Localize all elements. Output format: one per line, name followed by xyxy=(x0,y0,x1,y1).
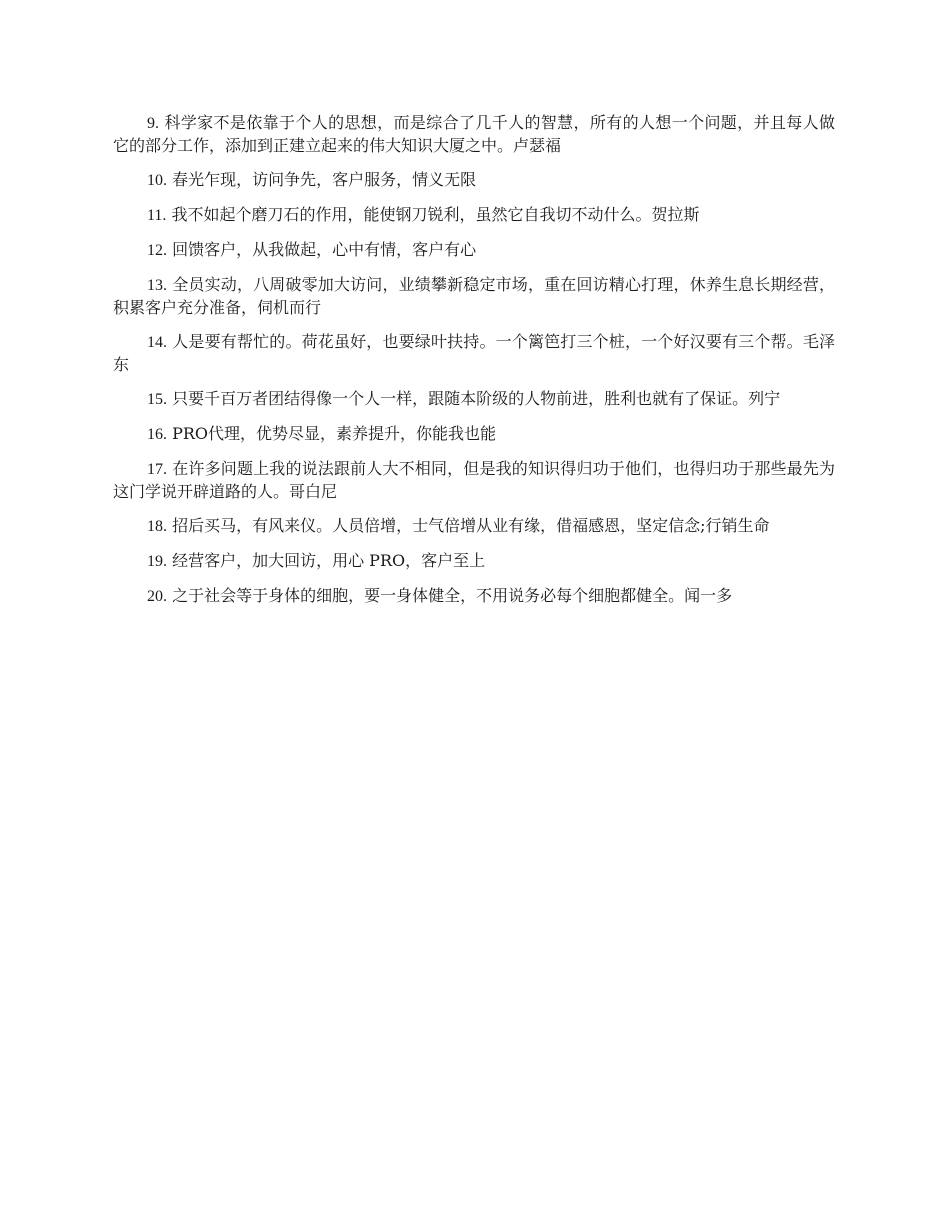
item-number: 14. xyxy=(147,334,167,351)
item-number: 20. xyxy=(147,588,167,605)
item-text: PRO代理，优势尽显，素养提升，你能我也能 xyxy=(172,424,497,443)
list-item xyxy=(113,458,835,503)
item-text: 人是要有帮忙的。荷花虽好，也要绿叶扶持。一个篱笆打三个桩，一个好汉要有三个帮。毛泽东 xyxy=(113,332,835,374)
item-text: 我不如起个磨刀石的作用，能使钢刀锐利，虽然它自我切不动什么。贺拉斯 xyxy=(171,205,700,224)
item-number: 19. xyxy=(147,553,167,570)
list-item xyxy=(113,169,835,192)
list-item xyxy=(113,112,835,157)
item-text: 之于社会等于身体的细胞，要一身体健全，不用说务必每个细胞都健全。闻一多 xyxy=(172,586,733,605)
list-item xyxy=(113,331,835,376)
list-item xyxy=(113,239,835,262)
item-text: 回馈客户，从我做起，心中有情，客户有心 xyxy=(172,240,477,259)
list-item xyxy=(113,204,835,227)
item-number: 13. xyxy=(147,277,167,294)
list-item xyxy=(113,423,835,446)
item-number: 18. xyxy=(147,518,167,535)
item-number: 16. xyxy=(147,426,167,443)
item-text: 全员实动，八周破零加大访问，业绩攀新稳定市场，重在回访精心打理，休养生息长期经营，积累客户充分准备，伺机而行 xyxy=(113,275,835,317)
item-number: 10. xyxy=(147,172,167,189)
item-text: 招后买马，有风来仪。人员倍增，士气倍增从业有缘，借福感恩，坚定信念;行销生命 xyxy=(172,516,770,535)
list-item xyxy=(113,550,835,573)
item-number: 11. xyxy=(147,207,167,224)
list-item xyxy=(113,274,835,319)
item-number: 9. xyxy=(147,115,159,132)
item-text: 在许多问题上我的说法跟前人大不相同，但是我的知识得归功于他们，也得归功于那些最先为这门学说开辟道路的人。哥白尼 xyxy=(113,459,835,501)
item-number: 17. xyxy=(147,461,167,478)
item-text: 只要千百万者团结得像一个人一样，跟随本阶级的人物前进，胜利也就有了保证。列宁 xyxy=(172,389,781,408)
item-text: 春光乍现，访问争先，客户服务，情义无限 xyxy=(172,170,477,189)
list-item xyxy=(113,585,835,608)
item-text: 科学家不是依靠于个人的思想，而是综合了几千人的智慧，所有的人想一个问题，并且每人做它的部分工作，添加到正建立起来的伟大知识大厦之中。卢瑟福 xyxy=(113,113,835,155)
item-text: 经营客户，加大回访，用心 PRO，客户至上 xyxy=(172,551,486,570)
quote-list xyxy=(113,112,835,620)
list-item xyxy=(113,515,835,538)
list-item xyxy=(113,388,835,411)
item-number: 12. xyxy=(147,242,167,259)
item-number: 15. xyxy=(147,391,167,408)
